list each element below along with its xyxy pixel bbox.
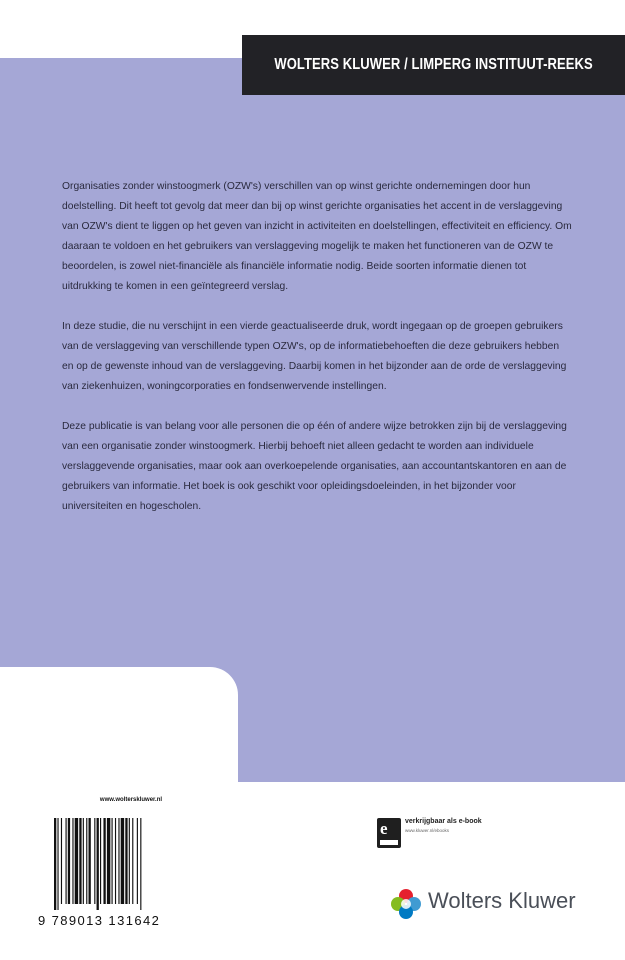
publisher-panel bbox=[238, 782, 625, 960]
series-title: WOLTERS KLUWER / LIMPERG INSTITUUT-REEKS bbox=[274, 56, 593, 73]
wolters-kluwer-logo-icon bbox=[389, 887, 423, 921]
ebook-label: verkrijgbaar als e-book bbox=[405, 818, 482, 825]
ebook-icon: e bbox=[377, 818, 401, 848]
back-cover-blurb bbox=[62, 177, 572, 537]
blurb-paragraph-2: In deze studie, die nu verschijnt in een vierde geactualiseerde druk, wordt ingegaan op de groepen gebruikers van de verslaggeving van verschillende typen OZW's, op de informatiebehoeften die deze gebruikers hebben en op de gewenste inhoud van de verslaggeving. Daarbij komen in het bijzonder aan de orde de verslaggeving van ziekenhuizen, woningcorporaties en fondsenwervende instellingen. bbox=[62, 321, 567, 392]
blurb-paragraph-3: Deze publicatie is van belang voor alle personen die op één of andere wijze betrokken zijn bij de verslaggeving van een organisatie zonder winstoogmerk. Hierbij behoeft niet alleen gedacht te worden aan individuele verslaggevende organisaties, maar ook aan overkoepelende organisaties, aan accountantskantoren en aan de gebruikers van informatie. Het boek is ook geschikt voor opleidingsdoeleinden, in het bijzonder voor universiteiten en hogescholen. bbox=[62, 421, 567, 512]
blurb-paragraph-1: Organisaties zonder winstoogmerk (OZW's) verschillen van op winst gerichte ondernemingen door hun doelstelling. Dit heeft tot gevolg dat meer dan bij op winst gerichte organisaties het accent in de verslaggeving van OZW's dient te liggen op het geven van inzicht in activiteiten en doelstellingen, effectiviteit en efficiency. Om daaraan te voldoen en het gebruikers van verslaggeving mogelijk te maken het functioneren van de OZW te beoordelen, is zowel niet-financiële als financiële informatie nodig. Beide soorten informatie dienen tot uitdrukking te komen in een geïntegreerd verslag. bbox=[62, 181, 572, 292]
publisher-website: www.wolterskluwer.nl bbox=[99, 797, 163, 803]
isbn-barcode bbox=[52, 818, 192, 910]
ebook-url: www.kluwer.nl/ebooks bbox=[405, 828, 450, 833]
publisher-name: Wolters Kluwer bbox=[428, 888, 576, 913]
series-banner bbox=[242, 35, 625, 95]
isbn-number: 9 789013 131642 bbox=[38, 913, 161, 928]
